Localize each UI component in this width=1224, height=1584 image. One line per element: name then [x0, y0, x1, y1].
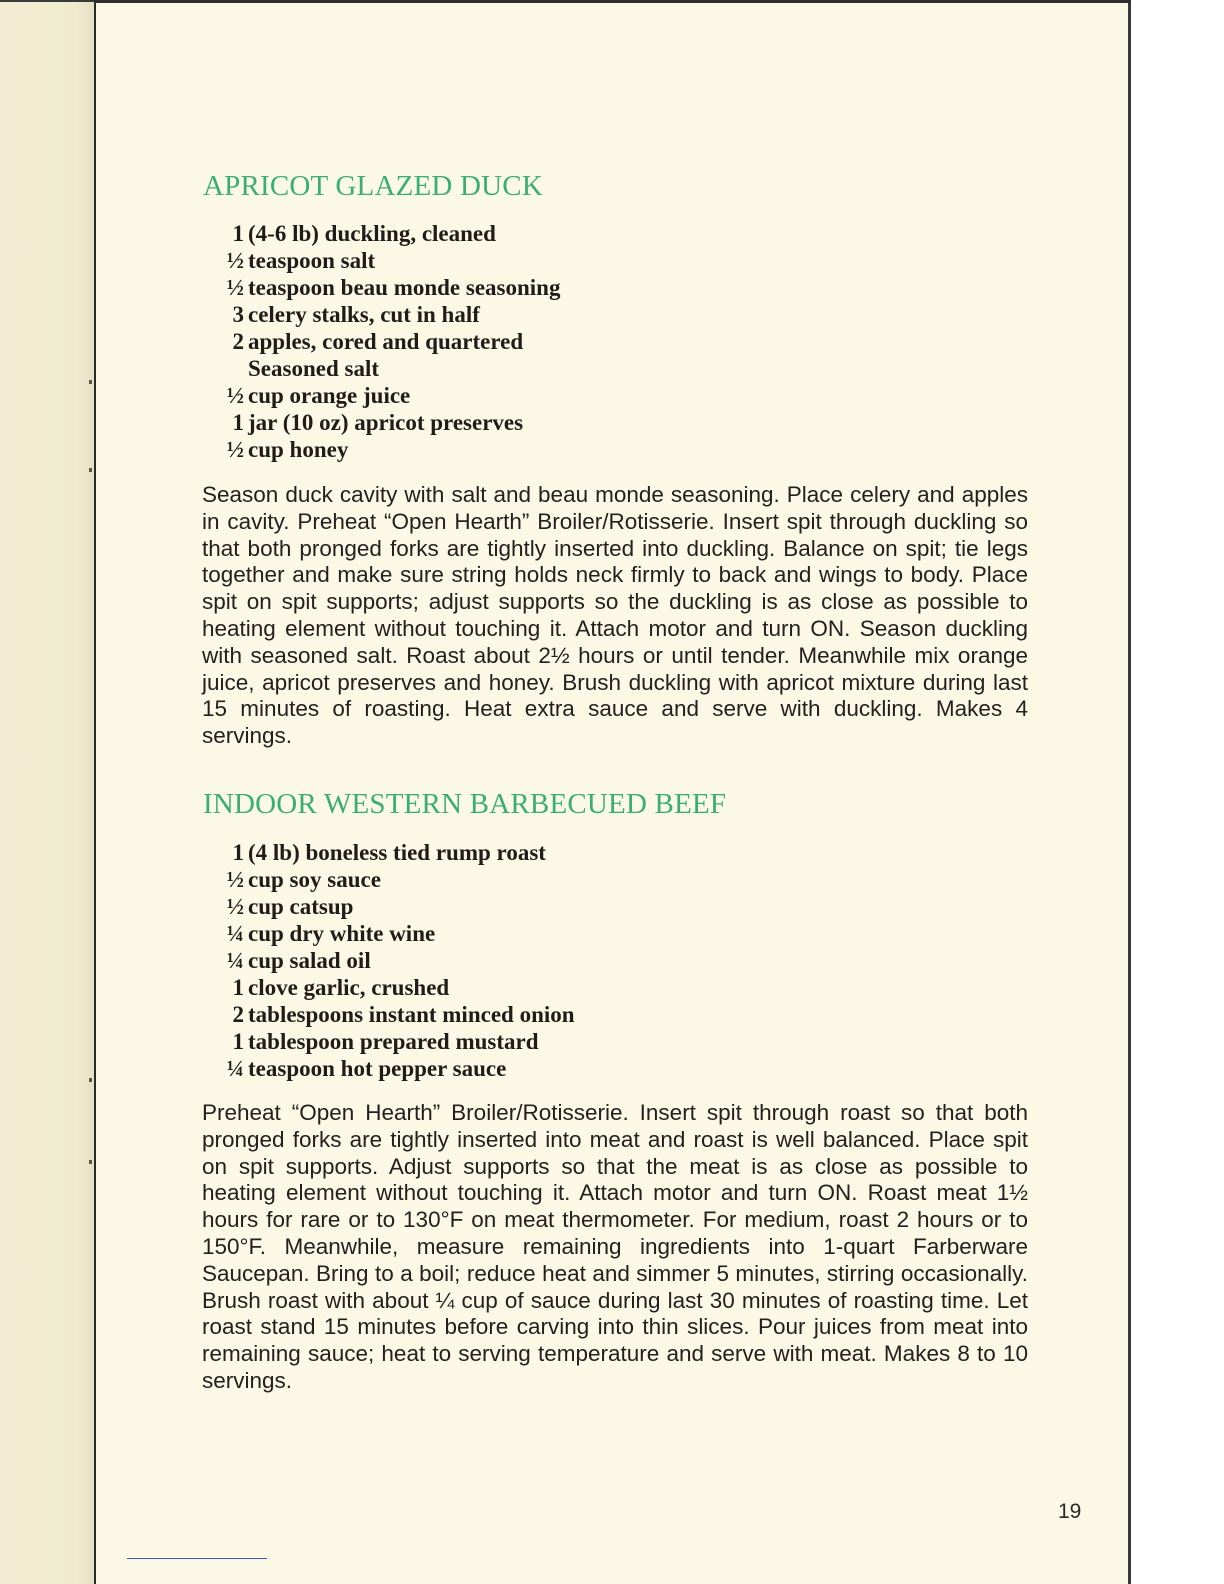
ingredient: ¼ teaspoon hot pepper sauce — [226, 1056, 507, 1081]
ingredient: 2 tablespoons instant minced onion — [232, 1002, 575, 1027]
ingredient: ½ cup catsup — [226, 894, 354, 919]
ingredient-list — [208, 839, 575, 1082]
facing-page-edge — [0, 0, 94, 1584]
page-top-edge — [94, 0, 1131, 3]
ingredient: 1 tablespoon prepared mustard — [232, 1029, 539, 1054]
scan-margin — [1131, 0, 1224, 1584]
ingredient: ¼ cup dry white wine — [226, 921, 436, 946]
recipe-method: Season duck cavity with salt and beau monde seasoning. Place celery and apples in cavity. Preheat “Open Hearth” Broiler/Rotisserie. Insert spit through duckling so that both pronged forks are tightly inserted into duckling. Balance on spit; tie legs together and make sure string holds neck firmly to back and wings to body. Place spit on spit supports; adjust supports so the duckling is as close as possible to heating element without touching it. Attach motor and turn ON. Season duckling with seasoned salt. Roast about 2½ hours or until tender. Meanwhile mix orange juice, apricot preserves and honey. Brush duckling with apricot mixture during last 15 minutes of roasting. Heat extra sauce and serve with duckling. Makes 4 servings. — [202, 482, 1028, 749]
ingredient: 3 celery stalks, cut in half — [232, 302, 480, 327]
ingredient: ½ cup honey — [226, 437, 349, 462]
top-edge — [0, 0, 94, 2]
ingredient: 1 jar (10 oz) apricot preserves — [232, 410, 524, 435]
ingredient: ½ teaspoon salt — [226, 248, 376, 273]
binding-mark — [89, 468, 92, 472]
ingredient: Seasoned salt — [248, 356, 379, 381]
page-number: 19 — [1058, 1500, 1082, 1523]
ingredient: ½ cup soy sauce — [226, 867, 381, 892]
ingredient: 2 apples, cored and quartered — [232, 329, 524, 354]
ingredient: ½ cup orange juice — [226, 383, 411, 408]
ingredient: ¼ cup salad oil — [226, 948, 371, 973]
scan-artifact-line — [127, 1558, 267, 1559]
ingredient: 1 (4-6 lb) duckling, cleaned — [232, 221, 496, 246]
ingredient: 1 clove garlic, crushed — [232, 975, 450, 1000]
binding-mark — [89, 1160, 92, 1164]
ingredient-list — [208, 220, 560, 463]
recipe-method: Preheat “Open Hearth” Broiler/Rotisserie. Insert spit through roast so that both pronged forks are tightly inserted into meat and roast is well balanced. Place spit on spit supports. Adjust supports so that the meat is as close as possible to heating element without touching it. Attach motor and turn ON. Roast meat 1½ hours for rare or to 130°F on meat thermometer. For medium, roast 2 hours or to 150°F. Meanwhile, measure remaining ingredients into 1-quart Farberware Saucepan. Bring to a boil; reduce heat and simmer 5 minutes, stirring occasionally. Brush roast with about ¼ cup of sauce during last 30 minutes of roasting time. Let roast stand 15 minutes before carving into thin slices. Pour juices from meat into remaining sauce; heat to serving temperature and serve with meat. Makes 8 to 10 servings. — [202, 1100, 1028, 1393]
ingredient: 1 (4 lb) boneless tied rump roast — [232, 840, 546, 865]
binding-mark — [89, 1078, 92, 1082]
binding-mark — [89, 380, 92, 384]
ingredient: ½ teaspoon beau monde seasoning — [226, 275, 561, 300]
recipe-title: APRICOT GLAZED DUCK — [203, 170, 543, 202]
recipe-title: INDOOR WESTERN BARBECUED BEEF — [203, 788, 727, 820]
